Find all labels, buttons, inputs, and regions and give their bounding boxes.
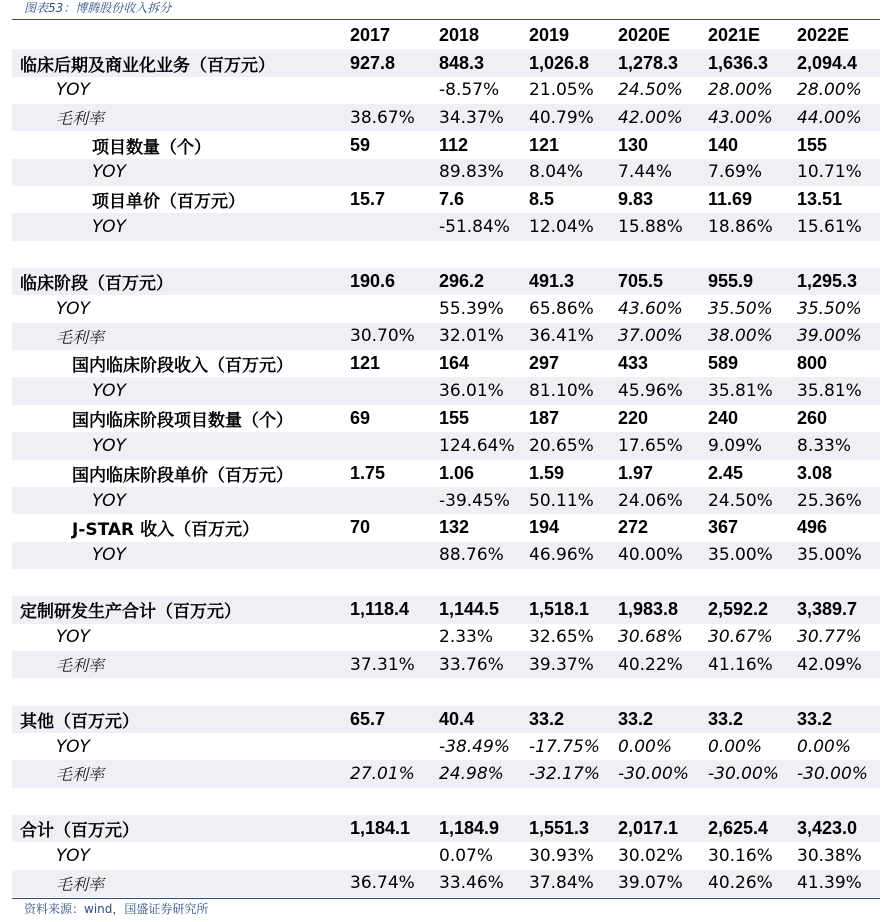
value-cell: 12.04% xyxy=(523,213,612,240)
table-row xyxy=(12,514,880,541)
value-cell: 38.00% xyxy=(702,323,791,350)
value-cell: 24.50% xyxy=(702,487,791,514)
row-label: 国内临床阶段项目数量（个） xyxy=(72,410,293,431)
table-row xyxy=(12,624,880,651)
value-cell: 24.06% xyxy=(612,487,702,514)
value-cell: 9.09% xyxy=(702,432,791,459)
value-cell: 140 xyxy=(708,134,739,155)
value-cell: 41.39% xyxy=(791,870,880,897)
value-cell: 50.11% xyxy=(523,487,612,514)
table-row xyxy=(12,295,880,322)
table-row xyxy=(12,104,880,131)
value-cell xyxy=(344,487,433,514)
value-cell xyxy=(344,569,433,596)
value-cell: 121 xyxy=(350,353,381,374)
value-cell: 2.33% xyxy=(439,627,494,648)
value-cell xyxy=(344,788,433,815)
value-cell: -51.84% xyxy=(433,213,523,240)
value-cell xyxy=(433,241,523,268)
table-row xyxy=(12,377,880,404)
table-row xyxy=(12,788,880,815)
value-cell: 30.38% xyxy=(797,845,862,866)
value-cell: -30.00% xyxy=(612,760,702,787)
row-label xyxy=(12,569,344,596)
value-cell xyxy=(344,377,433,404)
value-cell: 25.36% xyxy=(791,487,880,514)
value-cell: 1,278.3 xyxy=(612,49,702,76)
value-cell: 1.75 xyxy=(350,462,386,483)
value-cell: 164 xyxy=(439,353,470,374)
row-label: YOY xyxy=(12,377,344,404)
row-label: YOY xyxy=(56,736,90,757)
value-cell xyxy=(523,569,612,596)
value-cell xyxy=(612,678,702,705)
table-row xyxy=(12,733,880,760)
row-label xyxy=(12,788,344,815)
table-row xyxy=(12,760,880,787)
row-label: 项目单价（百万元） xyxy=(92,192,245,213)
row-label: YOY xyxy=(56,845,90,866)
value-cell: 38.67% xyxy=(344,104,433,131)
value-cell: 35.00% xyxy=(702,542,791,569)
value-cell: 296.2 xyxy=(433,268,523,295)
top-rule xyxy=(12,19,880,20)
value-cell: 2.45 xyxy=(708,462,744,483)
value-cell xyxy=(702,788,791,815)
value-cell: 1.97 xyxy=(618,462,654,483)
value-cell: 2,592.2 xyxy=(702,596,791,623)
value-cell: 800 xyxy=(797,353,828,374)
value-cell: -30.00% xyxy=(702,760,791,787)
value-cell: -30.00% xyxy=(791,760,880,787)
table-row xyxy=(12,706,880,733)
value-cell: 24.50% xyxy=(618,80,683,101)
value-cell: 30.93% xyxy=(529,845,594,866)
value-cell: 40.4 xyxy=(433,706,523,733)
value-cell xyxy=(523,241,612,268)
table-row xyxy=(12,241,880,268)
row-label: 毛利率 xyxy=(12,104,344,131)
row-label: 国内临床阶段收入（百万元） xyxy=(72,356,293,377)
value-cell xyxy=(612,569,702,596)
value-cell: -17.75% xyxy=(529,736,600,757)
value-cell: 30.70% xyxy=(344,323,433,350)
value-cell: 7.69% xyxy=(702,159,791,186)
value-cell xyxy=(702,241,791,268)
value-cell: -8.57% xyxy=(439,80,500,101)
value-cell: 705.5 xyxy=(612,268,702,295)
value-cell: 8.5 xyxy=(529,189,555,210)
value-cell: 491.3 xyxy=(523,268,612,295)
value-cell: 1,026.8 xyxy=(523,49,612,76)
value-cell: 40.22% xyxy=(612,651,702,678)
value-cell: 88.76% xyxy=(433,542,523,569)
value-cell: 40.79% xyxy=(523,104,612,131)
revenue-breakdown-table xyxy=(12,22,880,897)
value-cell: -32.17% xyxy=(523,760,612,787)
value-cell: 24.98% xyxy=(433,760,523,787)
value-cell: 45.96% xyxy=(612,377,702,404)
value-cell: 240 xyxy=(708,407,739,428)
row-label: YOY xyxy=(56,80,90,101)
value-cell: 8.04% xyxy=(523,159,612,186)
value-cell: 28.00% xyxy=(797,80,862,101)
value-cell: 0.00% xyxy=(708,736,763,757)
value-cell: 32.65% xyxy=(529,627,594,648)
table-row xyxy=(12,405,880,432)
value-cell xyxy=(344,159,433,186)
value-cell: 36.41% xyxy=(523,323,612,350)
value-cell: 3.08 xyxy=(797,462,833,483)
value-cell: 32.01% xyxy=(433,323,523,350)
table-row xyxy=(12,268,880,295)
value-cell: 65.86% xyxy=(529,299,594,320)
value-cell: 11.69 xyxy=(708,189,753,210)
table-row xyxy=(12,651,880,678)
table-row xyxy=(12,569,880,596)
value-cell: 37.31% xyxy=(344,651,433,678)
value-cell: 0.00% xyxy=(618,736,673,757)
value-cell xyxy=(791,678,880,705)
value-cell: 17.65% xyxy=(612,432,702,459)
value-cell: -39.45% xyxy=(433,487,523,514)
value-cell: 2,094.4 xyxy=(791,49,880,76)
value-cell: 155 xyxy=(797,134,828,155)
value-cell: 39.37% xyxy=(523,651,612,678)
value-cell: 220 xyxy=(618,407,649,428)
table-row xyxy=(12,131,880,158)
value-cell: 2,625.4 xyxy=(702,815,791,842)
value-cell xyxy=(344,733,433,760)
value-cell: 7.6 xyxy=(439,189,465,210)
value-cell: 27.01% xyxy=(344,760,433,787)
value-cell: 1,295.3 xyxy=(791,268,880,295)
value-cell xyxy=(702,569,791,596)
value-cell: 35.00% xyxy=(791,542,880,569)
value-cell: 33.46% xyxy=(433,870,523,897)
value-cell: 3,389.7 xyxy=(791,596,880,623)
value-cell: 40.00% xyxy=(612,542,702,569)
value-cell: 36.74% xyxy=(344,870,433,897)
row-label xyxy=(12,241,344,268)
value-cell xyxy=(344,542,433,569)
value-cell: 124.64% xyxy=(433,432,523,459)
value-cell: 272 xyxy=(618,517,649,538)
value-cell xyxy=(791,569,880,596)
row-label: 定制研发生产合计（百万元） xyxy=(12,596,344,623)
value-cell: 2,017.1 xyxy=(612,815,702,842)
value-cell xyxy=(791,788,880,815)
table-row xyxy=(12,323,880,350)
header-year-cell: 2022E xyxy=(797,25,850,46)
table-row xyxy=(12,815,880,842)
value-cell: 1,184.1 xyxy=(344,815,433,842)
row-label: 毛利率 xyxy=(12,651,344,678)
value-cell: 13.51 xyxy=(797,189,843,210)
value-cell: 367 xyxy=(708,517,739,538)
value-cell: 41.16% xyxy=(702,651,791,678)
value-cell: 194 xyxy=(529,517,560,538)
value-cell: 35.50% xyxy=(708,299,773,320)
value-cell: 43.00% xyxy=(702,104,791,131)
value-cell: 848.3 xyxy=(433,49,523,76)
value-cell: 42.09% xyxy=(791,651,880,678)
row-label: 临床阶段（百万元） xyxy=(12,268,344,295)
header-year-cell: 2018 xyxy=(439,25,480,46)
header-year-cell: 2020E xyxy=(618,25,671,46)
row-label: 合计（百万元） xyxy=(12,815,344,842)
row-label: YOY xyxy=(12,213,344,240)
value-cell: 46.96% xyxy=(523,542,612,569)
value-cell: 1,983.8 xyxy=(612,596,702,623)
value-cell: 55.39% xyxy=(439,299,504,320)
value-cell xyxy=(612,788,702,815)
value-cell xyxy=(433,569,523,596)
value-cell: 33.2 xyxy=(791,706,880,733)
value-cell: 36.01% xyxy=(433,377,523,404)
value-cell xyxy=(791,241,880,268)
table-row xyxy=(12,77,880,104)
value-cell: 15.61% xyxy=(791,213,880,240)
table-row xyxy=(12,487,880,514)
value-cell: 1,551.3 xyxy=(523,815,612,842)
value-cell: 70 xyxy=(350,517,371,538)
value-cell: 112 xyxy=(439,134,469,155)
value-cell: 496 xyxy=(797,517,828,538)
value-cell: 132 xyxy=(439,517,470,538)
value-cell: 8.33% xyxy=(791,432,880,459)
value-cell: 81.10% xyxy=(523,377,612,404)
row-label: J-STAR 收入（百万元） xyxy=(72,520,260,541)
value-cell: 1,184.9 xyxy=(433,815,523,842)
value-cell: 65.7 xyxy=(344,706,433,733)
row-label: YOY xyxy=(12,159,344,186)
value-cell: 3,423.0 xyxy=(791,815,880,842)
row-label: YOY xyxy=(12,432,344,459)
row-label: 项目数量（个） xyxy=(92,137,211,158)
value-cell: 10.71% xyxy=(791,159,880,186)
value-cell: 433 xyxy=(618,353,649,374)
row-label: YOY xyxy=(12,542,344,569)
value-cell: 121 xyxy=(529,134,560,155)
row-label: 其他（百万元） xyxy=(12,706,344,733)
value-cell xyxy=(344,241,433,268)
value-cell xyxy=(344,295,433,322)
table-row xyxy=(12,870,880,897)
value-cell: 927.8 xyxy=(344,49,433,76)
table-row xyxy=(12,186,880,213)
value-cell xyxy=(344,842,433,869)
header-year-cell: 2017 xyxy=(350,25,391,46)
value-cell: 33.76% xyxy=(433,651,523,678)
value-cell: 37.84% xyxy=(523,870,612,897)
table-row xyxy=(12,350,880,377)
value-cell: 30.67% xyxy=(708,627,773,648)
row-label: 毛利率 xyxy=(12,870,344,897)
row-label: 临床后期及商业化业务（百万元） xyxy=(12,49,344,76)
table-row xyxy=(12,460,880,487)
row-label xyxy=(12,678,344,705)
value-cell xyxy=(523,678,612,705)
row-label: 国内临床阶段单价（百万元） xyxy=(72,465,293,486)
header-year-cell: 2019 xyxy=(529,25,570,46)
value-cell: 1,636.3 xyxy=(702,49,791,76)
table-row xyxy=(12,542,880,569)
value-cell: 130 xyxy=(618,134,649,155)
value-cell: 955.9 xyxy=(702,268,791,295)
row-label: YOY xyxy=(12,487,344,514)
value-cell: 43.60% xyxy=(618,299,683,320)
value-cell: 33.2 xyxy=(612,706,702,733)
value-cell: 0.07% xyxy=(439,845,494,866)
table-row xyxy=(12,159,880,186)
value-cell: 33.2 xyxy=(702,706,791,733)
value-cell: 33.2 xyxy=(523,706,612,733)
value-cell: 42.00% xyxy=(612,104,702,131)
value-cell: 44.00% xyxy=(791,104,880,131)
value-cell: 1,518.1 xyxy=(523,596,612,623)
value-cell: 0.00% xyxy=(797,736,852,757)
table-row xyxy=(12,432,880,459)
bottom-rule xyxy=(12,898,880,899)
value-cell: 28.00% xyxy=(708,80,773,101)
value-cell xyxy=(344,77,433,104)
source-note: 资料来源：wind，国盛证券研究所 xyxy=(24,902,209,916)
value-cell: 155 xyxy=(439,407,470,428)
value-cell: 39.07% xyxy=(612,870,702,897)
value-cell: 21.05% xyxy=(529,80,594,101)
value-cell: 39.00% xyxy=(791,323,880,350)
value-cell: 30.77% xyxy=(797,627,862,648)
value-cell xyxy=(344,624,433,651)
value-cell xyxy=(344,678,433,705)
value-cell: 69 xyxy=(350,407,371,428)
value-cell: -38.49% xyxy=(439,736,510,757)
row-label: 毛利率 xyxy=(12,323,344,350)
header-row xyxy=(12,22,880,49)
value-cell: 1,118.4 xyxy=(344,596,433,623)
table-row xyxy=(12,678,880,705)
value-cell xyxy=(433,678,523,705)
value-cell: 37.00% xyxy=(612,323,702,350)
value-cell: 15.7 xyxy=(350,189,386,210)
value-cell xyxy=(612,241,702,268)
value-cell: 9.83 xyxy=(618,189,654,210)
table-row xyxy=(12,213,880,240)
value-cell xyxy=(344,213,433,240)
value-cell: 187 xyxy=(529,407,560,428)
value-cell: 1,144.5 xyxy=(433,596,523,623)
value-cell: 260 xyxy=(797,407,828,428)
header-year-cell: 2021E xyxy=(708,25,761,46)
value-cell: 40.26% xyxy=(702,870,791,897)
value-cell: 1.06 xyxy=(439,462,475,483)
table-row xyxy=(12,596,880,623)
value-cell: 35.81% xyxy=(702,377,791,404)
value-cell: 30.68% xyxy=(618,627,683,648)
value-cell xyxy=(433,788,523,815)
value-cell: 30.02% xyxy=(618,845,683,866)
value-cell: 190.6 xyxy=(344,268,433,295)
row-label: 毛利率 xyxy=(12,760,344,787)
value-cell: 589 xyxy=(708,353,739,374)
value-cell: 15.88% xyxy=(612,213,702,240)
header-label-cell xyxy=(12,22,344,49)
value-cell xyxy=(702,678,791,705)
value-cell: 1.59 xyxy=(529,462,565,483)
value-cell: 20.65% xyxy=(523,432,612,459)
table-row xyxy=(12,842,880,869)
table-row xyxy=(12,49,880,76)
value-cell: 35.81% xyxy=(791,377,880,404)
value-cell: 59 xyxy=(350,134,371,155)
value-cell xyxy=(344,432,433,459)
value-cell: 18.86% xyxy=(702,213,791,240)
value-cell: 89.83% xyxy=(433,159,523,186)
value-cell: 35.50% xyxy=(797,299,862,320)
value-cell: 34.37% xyxy=(433,104,523,131)
value-cell xyxy=(523,788,612,815)
row-label: YOY xyxy=(56,299,90,320)
value-cell: 7.44% xyxy=(612,159,702,186)
row-label: YOY xyxy=(56,627,90,648)
value-cell: 297 xyxy=(529,353,560,374)
figure-title: 图表53：博腾股份收入拆分 xyxy=(24,1,172,15)
value-cell: 30.16% xyxy=(708,845,773,866)
